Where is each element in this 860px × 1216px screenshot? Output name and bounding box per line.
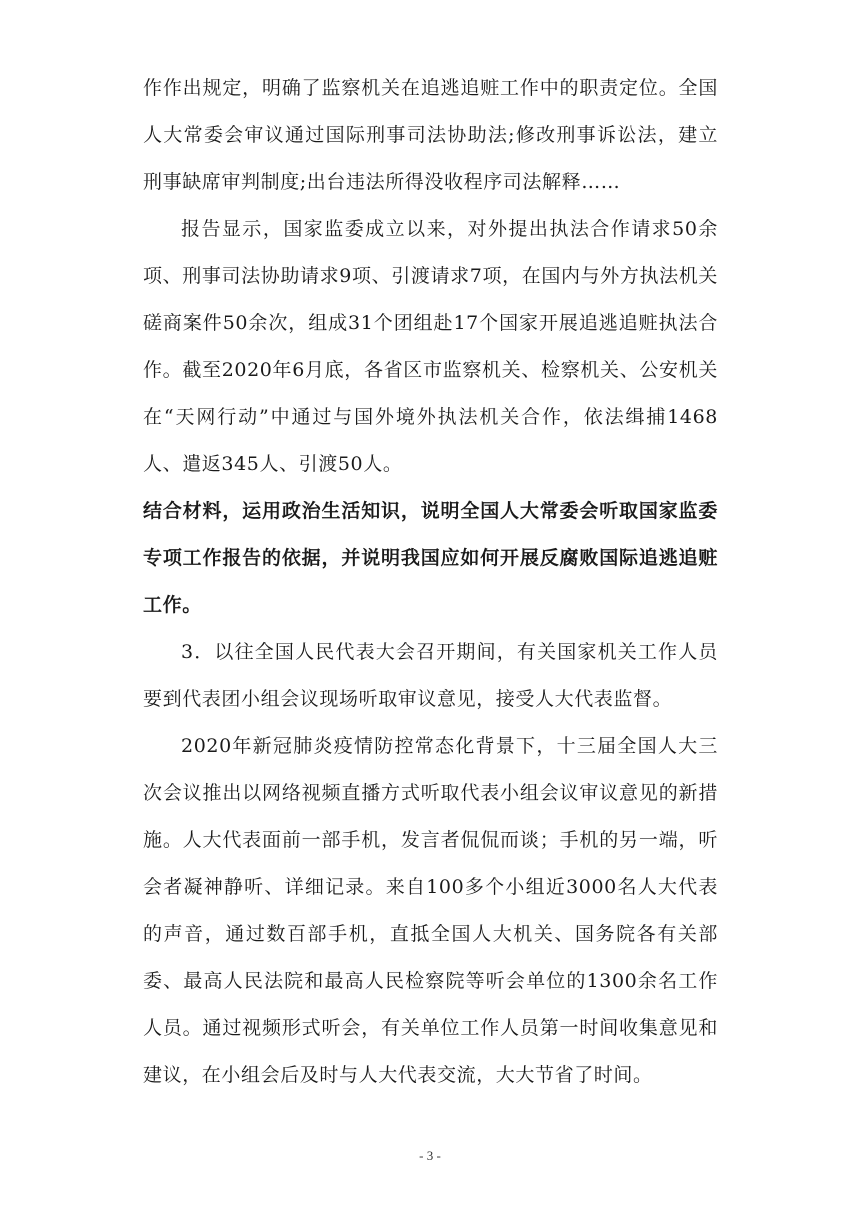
paragraph-report-statistics: 报告显示，国家监委成立以来，对外提出执法合作请求50余项、刑事司法协助请求9项、引渡请求7项，在国内与外方执法机关磋商案件50余次，组成31个团组赴17个国家开展追逃追赃执法合作。截至2020年6月底，各省区市监察机关、检察机关、公安机关在“天网行动”中通过与国外境外执法机关合作，依法缉捕1468人、遣返345人、引渡50人。 (143, 218, 718, 475)
paragraph-legal-framework: 作作出规定，明确了监察机关在追逃追赃工作中的职责定位。全国人大常委会审议通过国际刑事司法协助法;修改刑事诉讼法，建立刑事缺席审判制度;出台违法所得没收程序司法解释…… (143, 77, 718, 193)
question-3-intro: 3．以往全国人民代表大会召开期间，有关国家机关工作人员要到代表团小组会议现场听取审议意见，接受人大代表监督。 (143, 641, 718, 710)
page-number: - 3 - (419, 1148, 441, 1163)
paragraph-video-hearing: 2020年新冠肺炎疫情防控常态化背景下，十三届全国人大三次会议推出以网络视频直播方式听取代表小组会议审议意见的新措施。人大代表面前一部手机，发言者侃侃而谈；手机的另一端，听会者凝神静听、详细记录。来自100多个小组近3000名人大代表的声音，通过数百部手机，直抵全国人大机关、国务院各有关部委、最高人民法院和最高人民检察院等听会单位的1300余名工作人员。通过视频形式听会，有关单位工作人员第一时间收集意见和建议，在小组会后及时与人大代表交流，大大节省了时间。 (143, 735, 718, 1086)
question-prompt: 结合材料，运用政治生活知识，说明全国人大常委会听取国家监委专项工作报告的依据，并说明我国应如何开展反腐败国际追逃追赃工作。 (143, 500, 718, 616)
